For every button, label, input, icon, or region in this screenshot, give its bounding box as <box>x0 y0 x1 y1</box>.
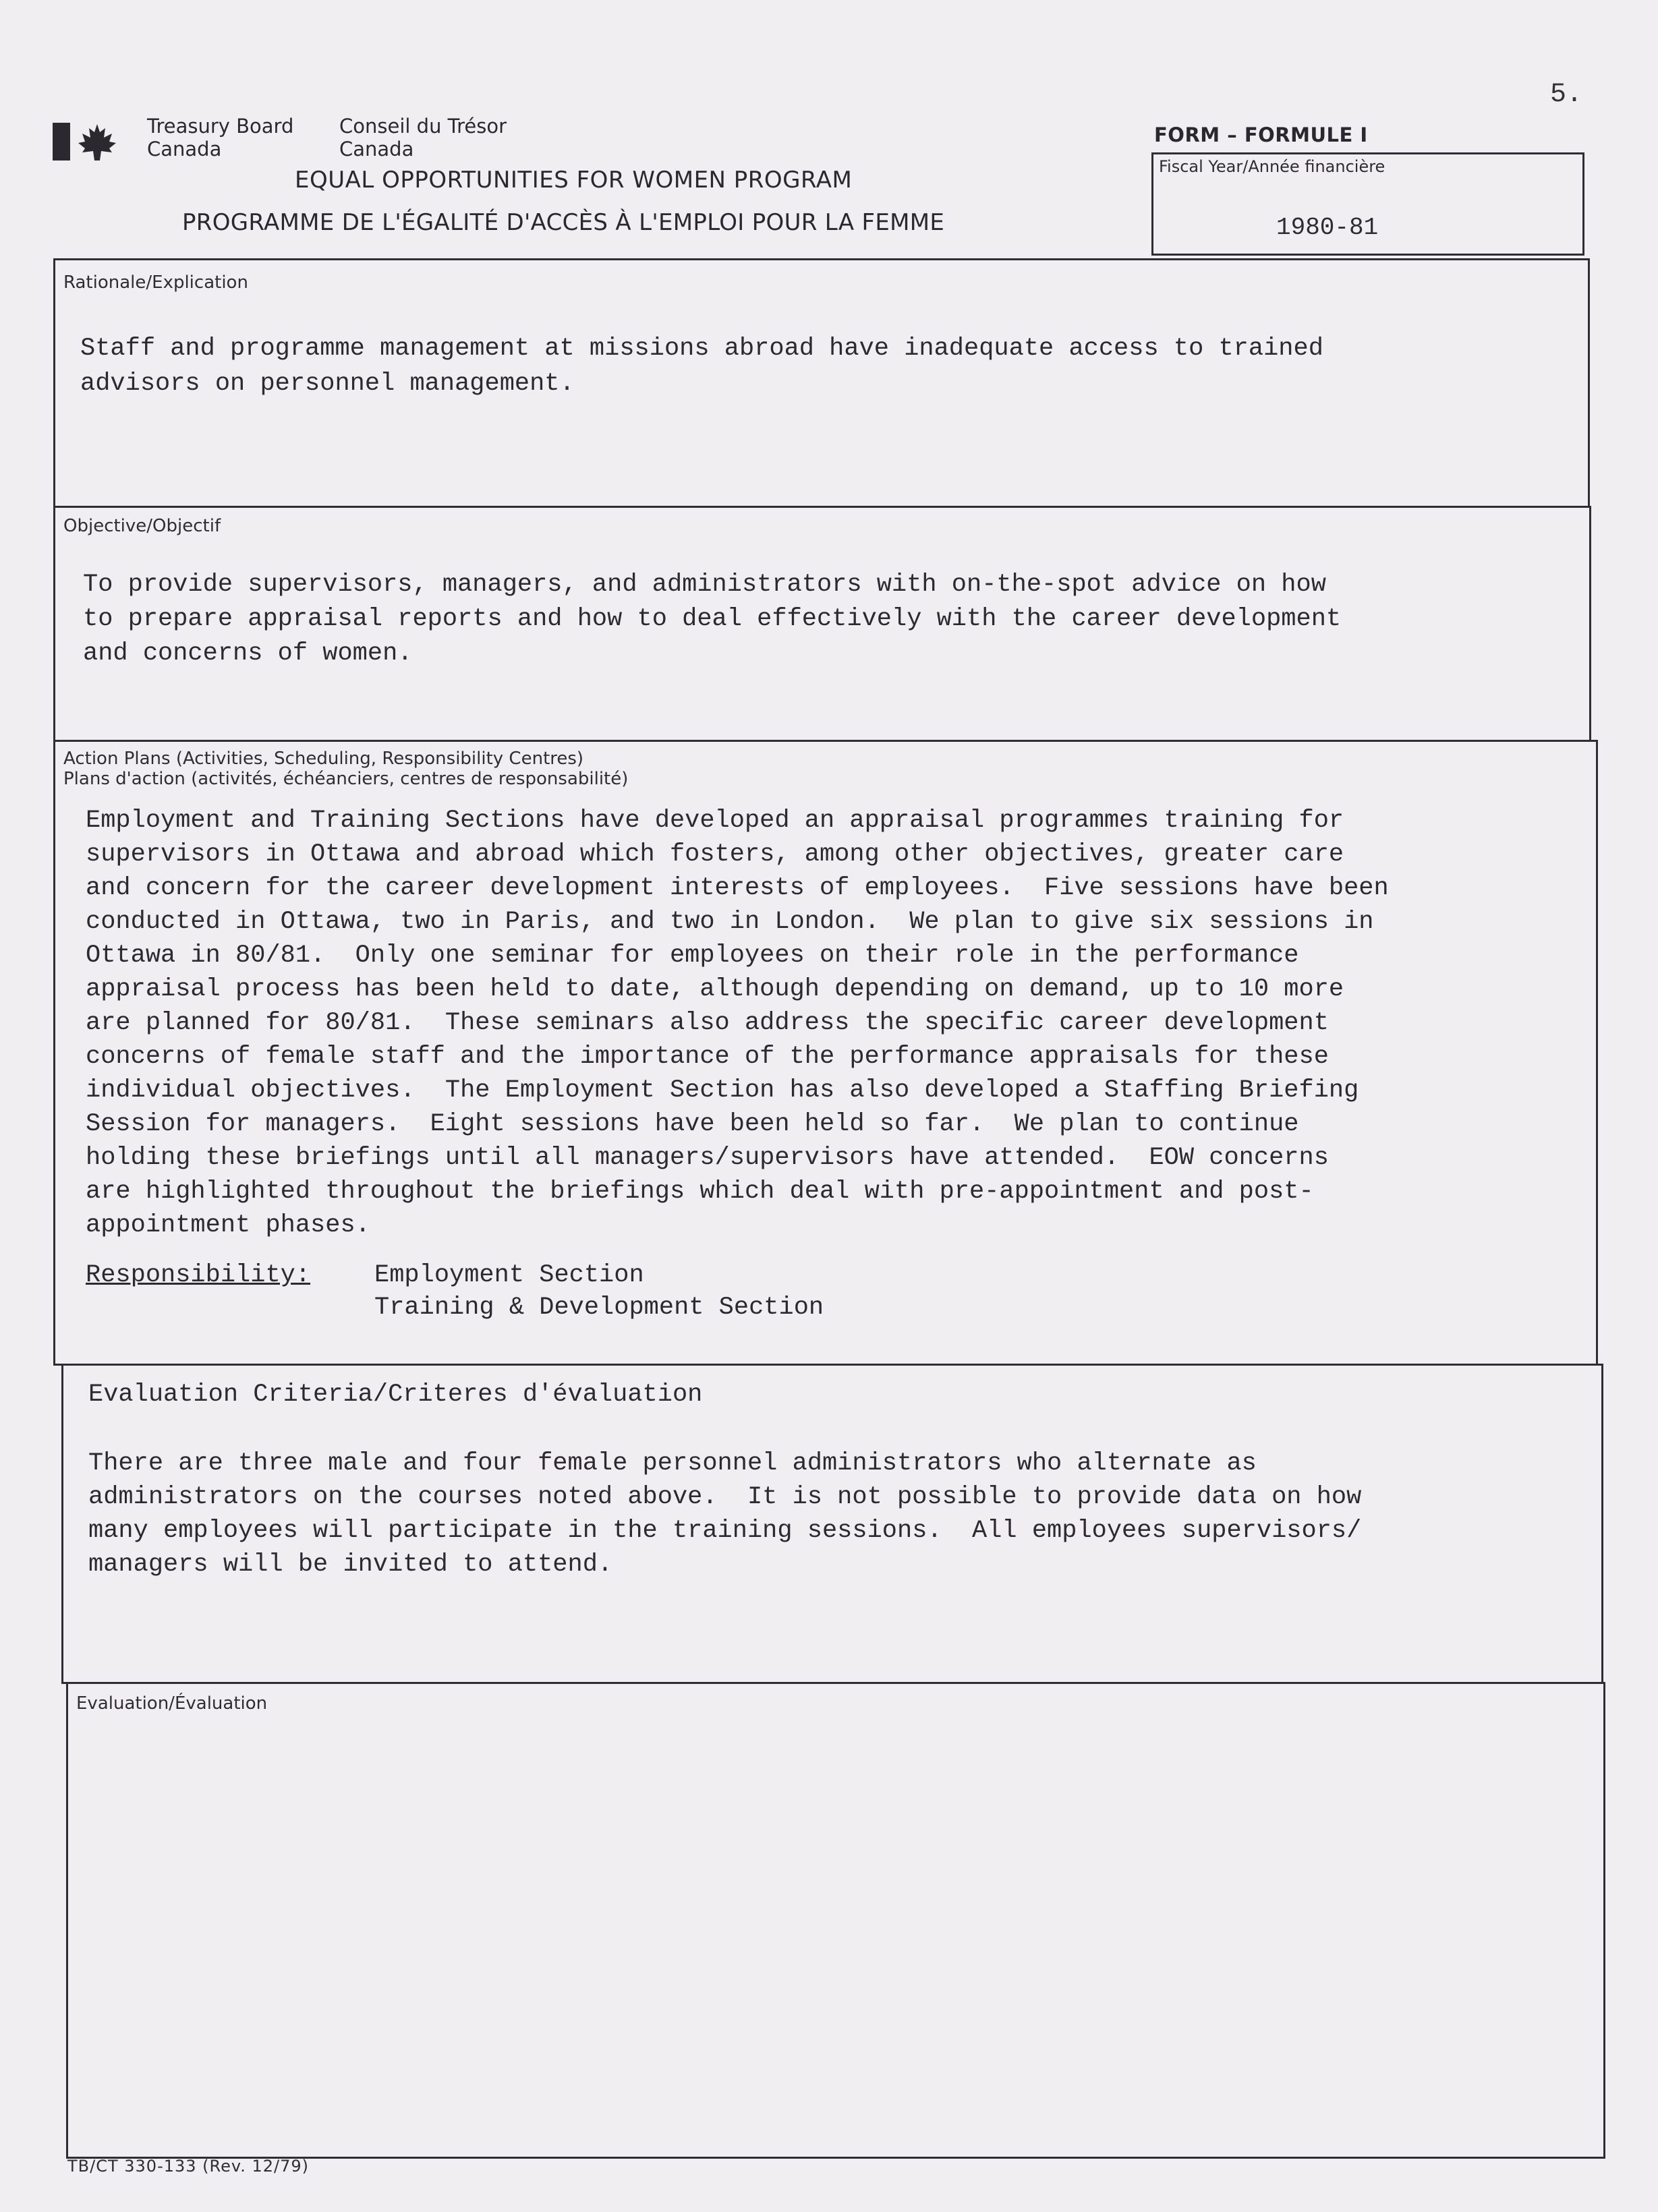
dept-name-en-line2: Canada <box>147 138 222 161</box>
fiscal-year-label: Fiscal Year/Année financière <box>1159 157 1385 176</box>
fiscal-year-box <box>1151 152 1584 256</box>
evaluation-criteria-label: Evaluation Criteria/Criteres d'évaluation <box>88 1380 703 1409</box>
dept-name-fr-line1: Conseil du Trésor <box>339 115 507 138</box>
objective-line: to prepare appraisal reports and how to deal effectively with the career development <box>83 605 1342 633</box>
objective-line: To provide supervisors, managers, and administrators with on-the-spot advice on how <box>83 571 1326 599</box>
evaluation-criteria-line: many employees will participate in the training sessions. All employees supervisors/ <box>88 1517 1362 1545</box>
program-title-en: EQUAL OPPORTUNITIES FOR WOMEN PROGRAM <box>295 167 853 194</box>
rationale-section <box>53 258 1590 508</box>
program-title-fr: PROGRAMME DE L'ÉGALITÉ D'ACCÈS À L'EMPLOI POUR LA FEMME <box>182 209 945 236</box>
action-plan-line: Ottawa in 80/81. Only one seminar for employees on their role in the performance <box>86 941 1299 970</box>
form-label: FORM – FORMULE I <box>1154 123 1368 146</box>
action-plans-section <box>53 740 1598 1366</box>
action-plan-line: holding these briefings until all managers/supervisors have attended. EOW concerns <box>86 1144 1329 1172</box>
evaluation-criteria-line: managers will be invited to attend. <box>88 1550 613 1579</box>
action-plan-line: Employment and Training Sections have developed an appraisal programmes training for <box>86 807 1344 835</box>
objective-line: and concerns of women. <box>83 639 413 668</box>
canada-flag-icon <box>53 121 127 162</box>
responsibility-value: Employment Section <box>374 1261 644 1289</box>
objective-label: Objective/Objectif <box>63 516 221 536</box>
action-plan-line: are planned for 80/81. These seminars also address the specific career development <box>86 1009 1329 1037</box>
action-plan-line: individual objectives. The Employment Section has also developed a Staffing Briefing <box>86 1076 1359 1105</box>
action-plans-label-en: Action Plans (Activities, Scheduling, Responsibility Centres) <box>63 749 584 769</box>
action-plan-line: supervisors in Ottawa and abroad which fosters, among other objectives, greater care <box>86 840 1344 869</box>
dept-name-en <box>147 115 293 161</box>
responsibility-label: Responsibility: <box>86 1261 311 1289</box>
evaluation-criteria-section <box>61 1364 1603 1684</box>
fiscal-year-value: 1980-81 <box>1276 214 1379 241</box>
action-plan-line: conducted in Ottawa, two in Paris, and two in London. We plan to give six sessions in <box>86 908 1374 936</box>
rationale-line: advisors on personnel management. <box>80 370 575 398</box>
rationale-line: Staff and programme management at missions abroad have inadequate access to trained <box>80 334 1323 363</box>
action-plans-label-fr: Plans d'action (activités, échéanciers, centres de responsabilité) <box>63 769 629 789</box>
responsibility-value: Training & Development Section <box>374 1293 824 1322</box>
action-plan-line: appointment phases. <box>86 1211 370 1240</box>
page-number: 5. <box>1550 80 1583 110</box>
action-plan-line: concerns of female staff and the importance of the performance appraisals for these <box>86 1043 1329 1071</box>
dept-name-fr <box>339 115 507 161</box>
dept-name-en-line1: Treasury Board <box>147 115 294 138</box>
action-plan-line: Session for managers. Eight sessions have been held so far. We plan to continue <box>86 1110 1299 1138</box>
evaluation-criteria-line: There are three male and four female personnel administrators who alternate as <box>88 1449 1257 1478</box>
form-number-footer: TB/CT 330-133 (Rev. 12/79) <box>67 2157 310 2176</box>
action-plan-line: are highlighted throughout the briefings which deal with pre-appointment and post- <box>86 1177 1314 1206</box>
rationale-label: Rationale/Explication <box>63 272 248 293</box>
evaluation-section <box>66 1682 1605 2159</box>
action-plan-line: and concern for the career development interests of employees. Five sessions have been <box>86 874 1389 902</box>
objective-section <box>53 506 1591 742</box>
dept-name-fr-line2: Canada <box>339 138 414 161</box>
evaluation-label: Evaluation/Évaluation <box>76 1693 268 1714</box>
action-plan-line: appraisal process has been held to date, although depending on demand, up to 10 more <box>86 975 1344 1003</box>
evaluation-criteria-line: administrators on the courses noted above. It is not possible to provide data on how <box>88 1483 1362 1511</box>
